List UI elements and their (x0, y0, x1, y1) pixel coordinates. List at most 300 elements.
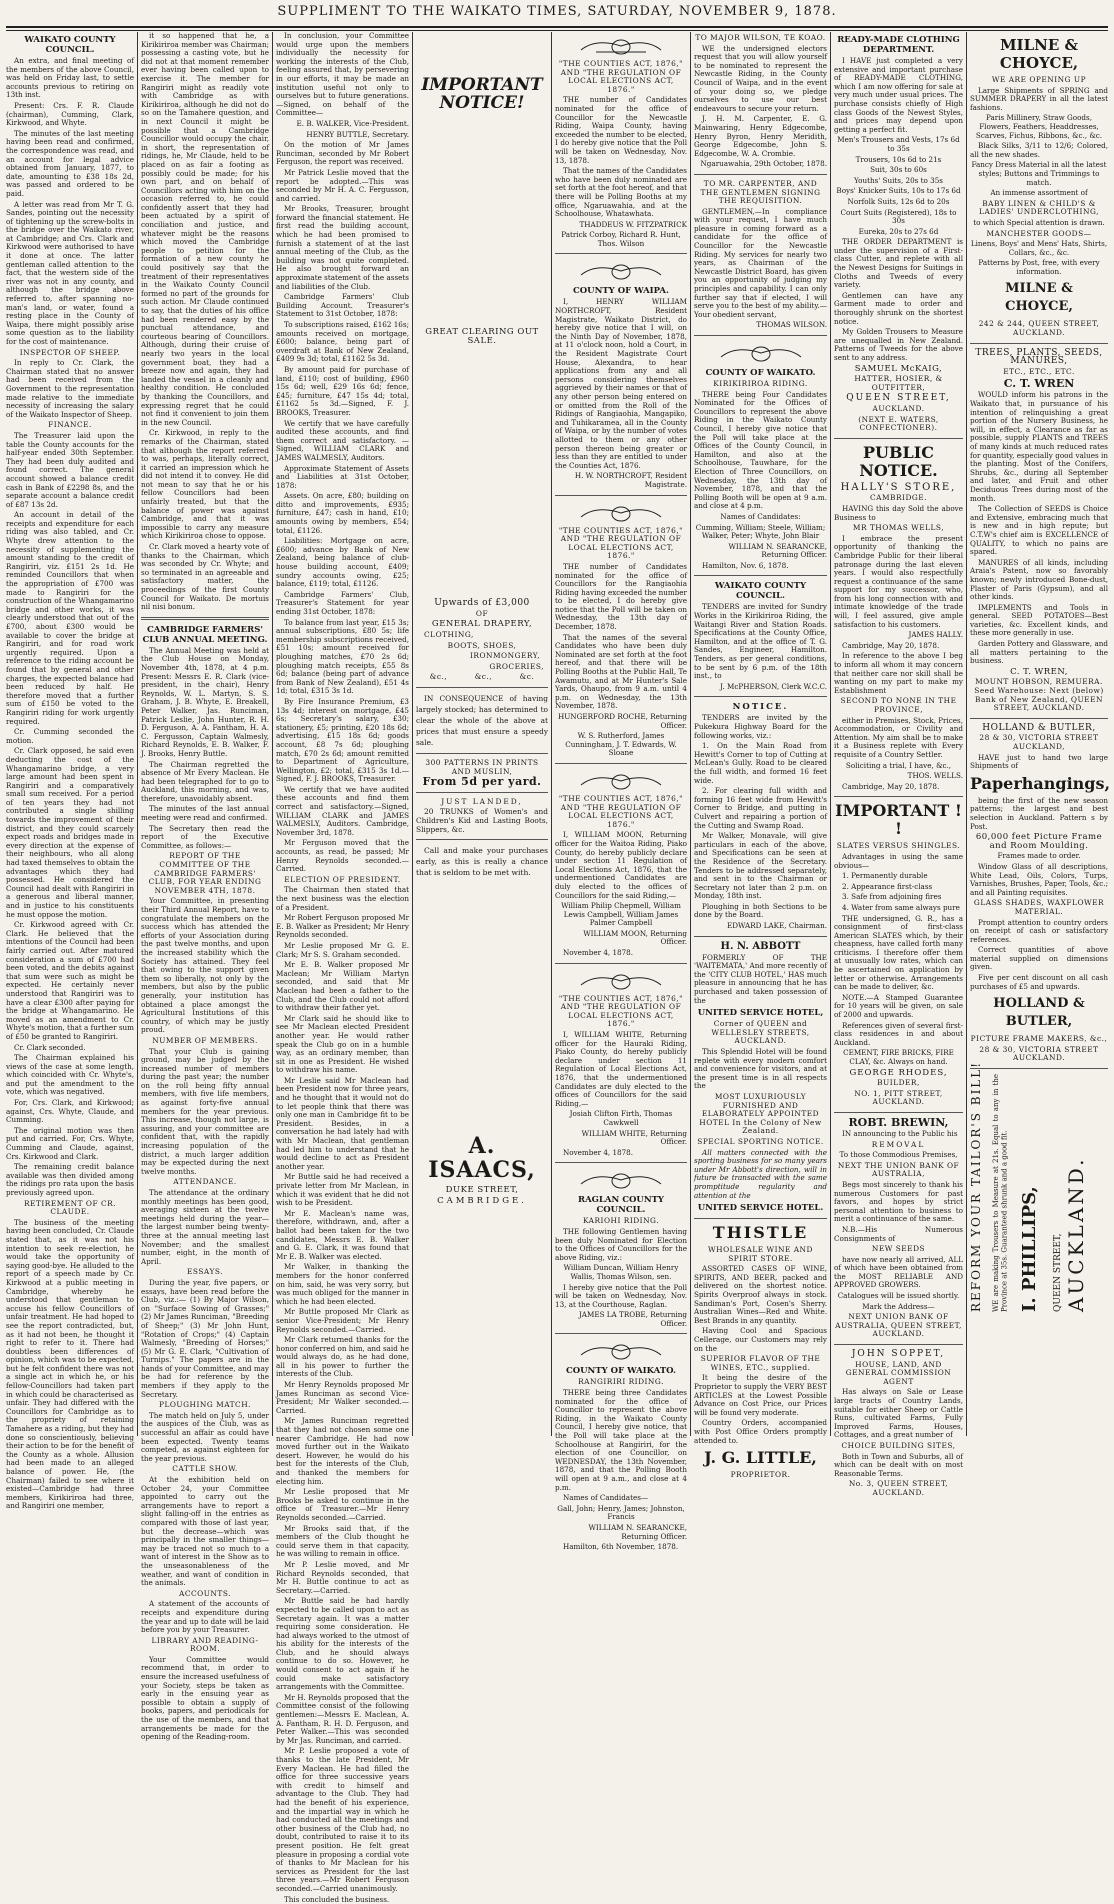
notice-date: November 4, 1878. (555, 1149, 687, 1158)
notice-signature: WILLIAM N. SEARANCKE, Returning Officer. (694, 543, 827, 560)
divider (416, 839, 548, 840)
divider (694, 174, 827, 175)
stock-value: Upwards of £3,000 (416, 599, 548, 608)
candidate-label: Names of Candidates— (555, 1494, 687, 1503)
notice-body: TENDERS are invited by the Pukekura Highway Board for the following works, viz.: (694, 714, 827, 740)
subheading: ACCOUNTS. (141, 1590, 269, 1599)
etc-label: &c. (520, 673, 535, 682)
notice-body: That the names of the several Candidates who have been duly Nominated are set forth at the foot hereof, and that there will be Polling Booths at the Public Hall, Te Awamutu, and at Mr Hunter's Sale Yards, Ohaupo, from 9 a.m. until 4 p.m. on Wednesday, the 13th November, 1878. (555, 634, 687, 711)
column-rule (830, 32, 831, 1436)
notice-subtitle: KARIOHI RIDING. (555, 1217, 687, 1226)
advert-title: THISTLE (694, 1224, 827, 1242)
price-line: Trousers, 10s 6d to 21s (834, 156, 963, 165)
advert-date: Cambridge, May 20, 1878. (834, 783, 963, 792)
price-line: Men's Trousers and Vests, 17s 6d to 35s (834, 136, 963, 153)
advert-body: THE ORDER DEPARTMENT is under the supervision of a First-class Cutter, and replete with all the Newest Designs for Suitings in Cloths and Tweeds of every variety. (834, 238, 963, 290)
notice-signature: J. McPHERSON, Clerk W.C.C. (694, 683, 827, 692)
paragraph: At the exhibition held on October 24, your Committee appointed to carry out the arrangements have to report a slight falling-off in the entries as compared with those of last year, but the decrease—which was principally in the smaller things—may be traced not so much to a want of interest in the Show as to the unseasonableness of the weather, and want of condition in the animals. (141, 1476, 269, 1588)
advert-subtitle: SLATES VERSUS SHINGLES. (834, 842, 963, 851)
merchant-role: BUILDER, (834, 1079, 963, 1088)
sporting-heading: SPECIAL SPORTING NOTICE. (694, 1138, 827, 1147)
advert-body: have now nearly all arrived, ALL of which have been obtained from the MOST RELIABLE AND APPROVED GROWERS. (834, 1256, 963, 1290)
notice-title: TO MR. CARPENTER, AND THE GENTLEMEN SIGNING THE REQUISITION. (694, 180, 827, 206)
paragraph: The match held on July 5, under the auspices of the Club, was as successful an affair as could have been expected. Twenty teams competed, as against eighteen for the year previous. (141, 1412, 269, 1464)
column-rule (966, 32, 967, 1436)
subheading: LIBRARY AND READING-ROOM. (141, 1637, 269, 1654)
divider (694, 1218, 827, 1219)
paragraph: Mr H. Reynolds proposed that the Committee consist of the following gentlemen:—Messrs E. Maclean, A. A. Fantham, R. H. D. Ferguson, and Peter Walker.—This was seconded by Mr Jas. Runciman, and carried. (276, 1694, 409, 1746)
divider (555, 253, 687, 254)
notice-signature: JAMES LA TROBE, Returning Officer. (555, 1311, 687, 1328)
merchant-name: GEORGE RHODES, (834, 1069, 963, 1078)
subheading: FINANCE. (6, 421, 134, 430)
important-notice-heading: IMPORTANT NOTICE! (416, 76, 548, 112)
notice-title: "THE COUNTIES ACT, 1876," AND "THE REGULATION OF LOCAL ELECTIONS ACT, 1876." (555, 527, 687, 561)
divider (555, 763, 687, 764)
advert-body: I HAVE just completed a very extensive and important purchase of READY-MADE CLOTHING, which I am now offering for sale at very much under usual prices. The purchase consists chiefly of High class Goods of the Newest Styles, and prices may depend upon getting a perfect fit. (834, 57, 963, 134)
notice-subtitle: KIRIKIRIROA RIDING. (694, 380, 827, 389)
vertical-advert-city: AUCKLAND. (1072, 1074, 1081, 1312)
candidate-names: Gall, John; Henry, James; Johnston, Francis (555, 1505, 687, 1522)
advert-body: This Splendid Hotel will be found replete with every modern comfort and convenience for visitors, and at the present time is in all respects the (694, 1048, 827, 1091)
paragraph: Cr. Clark seconded. (6, 1044, 134, 1053)
advert-body: Paris Millinery, Straw Goods, Flowers, Feathers, Headdresses, Scarves, Fichus, Ribbons, &c., &c. (970, 114, 1108, 140)
column-3 (276, 32, 409, 1436)
paragraph: The Chairman explained his views of the case at some length, which coincided with Cr. Whyte's, and put the amendment to the vote, which was negatived. (6, 1054, 134, 1097)
advert-title: IMPORTANT ! ! (834, 802, 963, 838)
store-name: HALLY'S STORE, (834, 484, 963, 493)
paragraph: Mr Clark returned thanks for the honor conferred on him, and said he would always do, as he had done, all in his power to further the interests of the Club. (276, 1336, 409, 1379)
advert-body: Correct quantities of above material supplied on dimensions given. (970, 946, 1108, 972)
column-rule (137, 32, 138, 1436)
advert-body: Fancy Dress Material in all the latest styles; Buttons and Trimmings to match. (970, 161, 1108, 187)
advert-highlight: BABY LINEN & CHILD'S & LADIES' UNDERCLOTHING, (970, 200, 1108, 217)
notice-signature: WILLIAM WHITE, Returning Officer. (555, 1130, 687, 1147)
stock-line: IRONMONGERY, (416, 652, 548, 661)
notice-date: Hamilton, 6th November, 1878. (555, 1543, 687, 1552)
hotel-name: UNITED SERVICE HOTEL. (694, 1203, 827, 1213)
divider (834, 438, 963, 439)
paragraph: This concluded the business. (276, 1896, 409, 1904)
notice-title: NOTICE. (694, 702, 827, 712)
notice-body: GENTLEMEN,—In compliance with your request, I have much pleasure in coming forward as a candidate for the office of Councillor for the Newcastle Riding. My services for nearly two years, as Chairman of the Newcastle District Board, has given you an opportunity of judging my principles and capability. I can only further say that if elected, I will serve you to the best of my ability.—Your obedient servant, (694, 208, 827, 320)
paragraph: To subscriptions raised, £162 16s; amounts received on mortgage, £600; balance, being part of overdraft at Bank of New Zealand, £409 9s 3d; total, £1162 5s 3d. (276, 321, 409, 364)
advert-body: Advantages in using the same obvious— (834, 853, 963, 870)
advert-body: Has always on Sale or Lease large tracts of Country Lands, suitable for either Sheep or Cattle Runs, cultivated Farms, Fully Improved Farms, Houses, Cottages, and a great number of (834, 1388, 963, 1440)
subheading: INSPECTOR OF SHEEP. (6, 349, 134, 358)
paragraph: On the motion of Mr James Runciman, seconded by Mr Robert Ferguson, the report was received. (276, 141, 409, 167)
notice-body: THERE being Four Candidates Nominated for the Offices of Councillors to represent the above Riding in the Waikato County Council, I hereby give notice that the Poll will take place at the Offices of the County Council, in Hamilton, and also at the Schoolhouse, Tauwhare, for the Election of Three Councillors, on Wednesday, the 13th day of November, 1878, and that the Polling Booth will be open at 9 a.m. and close at 4 p.m. (694, 391, 827, 511)
advert-body: Begs most sincerely to thank his numerous Customers for past favors, and hopes by strict personal attention to business to merit a continuance of the same. (834, 1181, 963, 1224)
notice-signature: H. W. NORTHCROFT, Resident Magistrate. (555, 472, 687, 489)
paragraph: An account in detail of the receipts and expenditure for each riding was also tabled, and Cr. Whyte drew attention to the necessity of supplementing the amount standing to the credit of Rangiriri, viz. £151 2s 1d. He reminded Councillors that when the appropriation of £700 was made to Rangiriri for the construction of the Whangamarino bridge and other works, it was clearly understood that out of the £700, about £300 would be available to cover the bridge at Rangiriri, and for road work urgently required. Upon a reference to the riding account be found that by general and other charges, the expected balance had been reduced by half. He therefore moved that a further sum of £150 be voted to the Rangiriri riding for work urgently required. (6, 511, 134, 726)
notice-body: THERE being three Candidates nominated for the office of Councillor to represent the above Riding, in the Waikato County Council, I hereby give notice, that the Poll will take place at the Schoolhouse at Rangiriri, for the election of one Councillor, on WEDNESDAY, the 13th November, 1878, and that the Polling Booth will open at 9 a.m., and close at 4 p.m. (555, 1389, 687, 1492)
paragraph: Mr Leslie said Mr Maclean had been President now for three years, and he thought that it would not do to let people think that there was only one man in Cambridge fit to be President. Besides, in a conversation he had lately had with with Mr Maclean, that gentleman had led him to understand that he would decline to act as President another year. (276, 1077, 409, 1172)
merchant-role: PICTURE FRAME MAKERS, &c., (970, 1035, 1108, 1044)
advert-body: Black Silks, 3/11 to 12/6; Colored, all the new shades. (970, 142, 1108, 159)
subheading: PLOUGHING MATCH. (141, 1401, 269, 1410)
notice-signature: HUNGERFORD ROCHE, Returning Officer. (555, 713, 687, 730)
subheading: ESSAYS. (141, 1268, 269, 1277)
divider (555, 1162, 687, 1163)
paragraph: We certify that we have carefully audited these accounts, and find them correct and satisfactory. — Signed, WILLIAM CLARK and JAMES WALMESLY, Auditors. (276, 420, 409, 463)
crest-icon (576, 769, 666, 793)
notice-item: 1. On the Main Road from Hewitt's Corner to top of Cutting at McLean's Gully. Road to be cleared the full width, and formed 16 feet wide. (694, 742, 827, 785)
price-line: Youths' Suits, 20s to 35s (834, 177, 963, 186)
merchant-address: 28 & 30, VICTORIA STREET AUCKLAND, (970, 734, 1108, 751)
merchant-city: AUCKLAND. (834, 405, 963, 414)
paragraph: We certify that we have audited these accounts and find them correct and satisfactory.—Signed, WILLIAM CLARK and JAMES WALMESLY, Auditors. Cambridge, November 3rd, 1878. (276, 786, 409, 838)
merchant-street: DUKE STREET, (416, 1186, 548, 1195)
divider (694, 575, 827, 576)
notice-signature: THOMAS WILSON. (694, 321, 827, 330)
paragraph: Mr P. Leslie proposed a vote of thanks to the late President, Mr Every Maclean. He had filled the office for three successive years with credit to himself and advantage to the Club. They had had the benefit of his experience, and the impartial way in which he had conducted all the meetings and other business of the Club had, no doubt, contributed to raise it to its present position. He felt great pleasure in proposing a cordial vote of thanks to Mr Maclean for his services as President for the last three years.—Mr Robert Ferguson seconded.—Carried unanimously. (276, 1747, 409, 1893)
merchant-street: QUEEN STREET, (834, 394, 963, 403)
merchant-name: HOLLAND & BUTLER, (970, 995, 1108, 1031)
paragraph: Liabilities: Mortgage on acre, £600; advance by Bank of New Zealand, being balance of club-house building account, £409; sundry accounts owing, £25; balance, £119; total, £1126. (276, 537, 409, 589)
divider (416, 687, 548, 688)
divider (970, 343, 1108, 344)
advert-body: either in Premises, Stock, Prices, Accommodation, or Civility and Attention. My aim shall be to make it a Business replete with Every requisite of a Country Settler. (834, 717, 963, 760)
paragraph: In conclusion, your Committee would urge upon the members individually the necessity for working the interests of the Club, feeling assured that, by persevering in our efforts, it may be made an institution useful not only to ourselves but to future generations.—Signed, on behalf of the Committee— (276, 32, 409, 118)
advert-highlight: 60,000 feet Picture Frame and Room Moulding. (970, 833, 1108, 850)
paragraph: The Chairman then stated that the next business was the election of a President. (276, 886, 409, 912)
stock-line: BOOTS, SHOES, (416, 642, 548, 651)
paragraph: Your Committee would recommend that, in order to ensure the increased usefulness of your Society, steps be taken as early in the ensuing year as possible to obtain a supply of books, papers, and periodicals for the use of the members, and that arrangements be made for the opening of the Reading-room. (141, 1656, 269, 1742)
paragraph: Mr E. Maclean's name was, therefore, withdrawn, and, after a ballot had been taken for the two candidates, Messrs E. B. Walker and G. E. Clark, it was found that Mr E. B. Walker was elected. (276, 1210, 409, 1262)
notice-item: Mr Walker, Monavale, will give particulars in each of the above, and Specifications can be seen at the Residence of the Secretary. Tenders to be addressed separately, and sent in to the Chairman or Secretary not later than 2 p.m. on Monday, 18th inst. (694, 832, 827, 901)
advert-body: The Collection of SEEDS is Choice and Extensive, embracing much that is new and in high repute; but C.T.W's chief aim is EXCELLENCE of QUALITY, to which no pains are spared. (970, 505, 1108, 557)
merchant-name: C. T. WREN, (970, 668, 1108, 677)
vertical-advert-body: WE are making Trousers to Measure at 21s. Equal to any in the Province at 35s. Guaranteed shrunk and a good fit. (992, 1074, 1022, 1312)
paragraph: The minutes of the last annual meeting were read and confirmed. (141, 805, 269, 822)
notice-title: "THE COUNTIES ACT, 1876," AND "THE REGULATION OF LOCAL ELECTIONS ACT, 1876." (555, 795, 687, 829)
advert-body: IN CONSEQUENCE of having largely stocked; has determined to clear the whole of the above at prices that must ensure a speedy sale. (416, 693, 548, 748)
advert-title: PUBLIC NOTICE. (834, 444, 963, 480)
candidate-names: Patrick Corboy, Richard R. Hunt, Thos. Wilson (555, 231, 687, 248)
advert-highlight: SECOND TO NONE IN THE PROVINCE, (834, 697, 963, 714)
paragraph: Mr Brooks said that, if the members of the Club thought he could serve them in that capacity, he was willing to remain in office. (276, 1525, 409, 1559)
candidate-names: William Philip Chepmell, William Lewis Campbell, William James Palmer Campbell (555, 902, 687, 928)
price-line: Boys' Knicker Suits, 10s to 17s 6d (834, 187, 963, 196)
patterns-line: 300 PATTERNS IN PRINTS AND MUSLIN, (416, 759, 548, 776)
advert-body: All matters connected with the sporting business for so many years under Mr Abbott's direction, will in future be transacted with the same promptitude regularity and attention at the (694, 1149, 827, 1201)
advert-highlight: Paperhangings, (970, 775, 1108, 793)
notice-body: That the names of the Candidates who have been duly nominated are set forth at the foot hereof, and that there will be Polling Booths at my office, Ngaruawahia, and at the Schoolhouse, Whatawhata. (555, 167, 687, 219)
advert-body: Both in Town and Suburbs, all of which can be dealt with on most Reasonable Terms. (834, 1453, 963, 1479)
candidate-names: Josiah Clifton Firth, Thomas Cawkwell (555, 1110, 687, 1127)
subheading: NUMBER OF MEMBERS. (141, 1037, 269, 1046)
advert-signature: THOS. WELLS. (834, 772, 963, 781)
crest-icon (576, 969, 666, 993)
notice-body: THE number of Candidates nominated for the office of Councillors for the Rangiaohia Riding having exceeded the number to be elected, I do hereby give notice that the Poll will be taken on Wednesday, the 13th day of December, 1878. (555, 563, 687, 632)
advert-body: FORMERLY OF THE 'WAITEMATA,' And more recently of the 'CITY CLUB HOTEL,' HAS much pleasure in announcing that he has purchased and taken possession of the (694, 954, 827, 1006)
notice-title: COUNTY OF WAIKATO. (555, 1366, 687, 1376)
merchant-name: SAMUEL McKAIG, (834, 365, 963, 374)
hotel-highlight: MOST LUXURIOUSLY FURNISHED AND ELABORATELY APPOINTED HOTEL In the Colony of New Zealand. (694, 1093, 827, 1136)
hotel-name: UNITED SERVICE HOTEL, (694, 1008, 827, 1018)
price-line: From 5d per yard. (416, 778, 548, 787)
clearing-sale-heading: GREAT CLEARING OUT SALE. (416, 328, 548, 345)
just-landed: JUST LANDED, (416, 798, 548, 807)
paragraph: A statement of the accounts of receipts and expenditure during the year and up to date will be laid before you by your Treasurer. (141, 1600, 269, 1634)
proprietor-name: J. G. LITTLE, (694, 1449, 827, 1467)
paragraph: That your Club is gaining ground, may be judged by the increased number of members during the past year; the number on the roll being fifty annual members, with five life members, as against forty-five annual members for the year previous. This increase, though not large, is assuring, and your committee are confident that, with the rapidly increasing population of the district, a much larger addition may be expected during the next twelve months. (141, 1048, 269, 1177)
advert-body: Having Cool and Spacious Cellerage, our Customers may rely on the (694, 1327, 827, 1353)
merchant-town: CAMBRIDGE. (416, 1197, 548, 1206)
column-rule (551, 32, 552, 1436)
advert-item: 1. Permanently durable (834, 872, 963, 881)
merchant-name: A. ISAACS, (416, 1134, 548, 1182)
notice-signature: THADDEUS W. FITZPATRICK (555, 221, 687, 230)
paragraph: Mr Buttle said he had received a private letter from Mr Maclean, in which it was evident that he did not wish to be President. (276, 1173, 409, 1207)
paragraph: Cr. Clark opposed, he said even deducting the cost of the Whangamarino bridge, a very large amount had been spent in Rangiriri and a comparatively small sum received. For a period of ten years they had not contributed a single shilling towards the improvement of their district, and they could scarcely expect roads and bridges made in every direction at the expense of their neighbours, who all along had taxed themselves to obtain the advantages which they had possessed. He considered the Council had dealt with Rangiriri in a generous and liberal manner, and in justice to his constituents he must oppose the motion. (6, 747, 134, 919)
advert-item: 4. Water from same always pure (834, 904, 963, 913)
divider (834, 1112, 963, 1113)
vertical-advert-title: REFORM YOUR TAILOR'S BILL! (972, 1074, 981, 1312)
advert-body: Five per cent discount on all cash purchases of £5 and upwards. (970, 974, 1108, 991)
notice-body: THE number of Candidates nominated for the office of Councillor for the Newcastle Riding, Waipa County, having exceeded the number to be elected, I do hereby give notice that the Poll will be taken on Wednesday, Nov. 13, 1878. (555, 96, 687, 165)
crest-icon (576, 501, 666, 525)
divider (834, 796, 963, 797)
advert-body: ASSORTED CASES OF WINE, SPIRITS, AND BEER, packed and delivered on the shortest notice. Spirits Overproof always in stock. Sandiman's Port, Cosen's Sherry. Australian Wines—Red and White. Best Brands in any quantity. (694, 1265, 827, 1325)
divider (694, 335, 827, 336)
paragraph: The attendance at the ordinary monthly meetings has been good, averaging sixteen at the twelve meetings held during the year—the largest number being twenty-three at the annual meeting last November; and the smallest number, eight, in the month of April. (141, 1189, 269, 1266)
notice-title: COUNTY OF WAIKATO. (694, 368, 827, 378)
advert-body: to which Special attention is drawn. (970, 219, 1108, 228)
paragraph: Mr Henry Reynolds proposed Mr James Runciman as second Vice-President; Mr Walker seconded.—Carried. (276, 1381, 409, 1415)
paragraph: Mr Leslie proposed that Mr Brooks be asked to continue in the office of Treasurer.—Mr Henry Reynolds seconded.—Carried. (276, 1488, 409, 1522)
vertical-advert-name: I. PHILLIPS, (1026, 1074, 1035, 1312)
notice-date: November 4, 1878. (555, 949, 687, 958)
divider (555, 1333, 687, 1334)
notice-item: 2. For clearing full width and forming 16 feet wide from Hewitt's Corner to Bridge, and putting in Culvert and repairing a portion of the Cutting and Swamp Road. (694, 787, 827, 830)
column-rule (690, 32, 691, 1436)
paragraph: The Secretary then read the report of the Executive Committee, as follows:— (141, 825, 269, 851)
advert-body: IN announcing to the Public his (834, 1130, 963, 1139)
merchant-address: 242 & 244, QUEEN STREET, AUCKLAND. (970, 320, 1108, 337)
article-heading: WAIKATO COUNTY COUNCIL. (6, 35, 134, 55)
advert-body: It being the desire of the Proprietor to supply the VERY BEST ARTICLES at the Lowest Possible Advance on Cost Price, our Prices will be found very moderate. (694, 1374, 827, 1417)
merchant-name: MILNE & CHOYCE, (970, 280, 1108, 316)
column-8 (970, 32, 1108, 1436)
paragraph: An extra, and final meeting of the members of the above Council, was held on Friday last, to settle accounts previous to retiring on 13th inst. (6, 57, 134, 100)
advert-body: Linens, Boys' and Mens' Hats, Shirts, Collars, &c., &c. (970, 240, 1108, 257)
advert-subtitle: WE ARE OPENING UP (970, 76, 1108, 85)
paragraph: For, Crs. Clark, and Kirkwood; against, Crs. Whyte, Claude, and Cumming. (6, 1099, 134, 1125)
paragraph: The Treasurer laid upon the table the County accounts for the half-year ended 30th September. They had been duly audited and found correct. The general account showed a balance credit cash in Bank of £2298 8s, and the separate account a balance credit of £87 13s 2d. (6, 432, 134, 509)
advert-address: NEXT THE UNION BANK OF AUSTRALIA, (834, 1162, 963, 1179)
advert-subtitle: WHOLESALE WINE AND SPIRIT STORE. (694, 1246, 827, 1263)
column-rule (272, 32, 273, 1436)
divider (834, 1344, 963, 1345)
paragraph: Mr Ferguson moved that the accounts, as read, be passed; Mr Henry Reynolds seconded.—Carried. (276, 839, 409, 873)
advert-highlight: NEW SEEDS (834, 1245, 963, 1254)
store-town: CAMBRIDGE. (834, 494, 963, 503)
agent-trade: HOUSE, LAND, AND GENERAL COMMISSION AGENT (834, 1361, 963, 1387)
agent-name: JOHN SOPPET, (834, 1350, 963, 1359)
candidate-label: Names of Candidates: (694, 513, 827, 522)
notice-title: "THE COUNTIES ACT, 1876," AND "THE REGULATION OF LOCAL ELECTIONS ACT, 1876." (555, 60, 687, 94)
divider (416, 792, 548, 793)
paragraph: Mr Brooks, Treasurer, brought forward the financial statement. He first read the building account, which he had been promised to furnish a statement of at the last annual meeting of the Club, as the building was not quite completed. He also brought forward an approximate statement of the assets and liabilities of the Club. (276, 205, 409, 291)
paragraph: Present: Crs. F. R. Claude (chairman), Cumming, Clark, Kirkwood, and Whyte. (6, 102, 134, 128)
notice-title: RAGLAN COUNTY COUNCIL. (555, 1195, 687, 1215)
advert-body: Catalogues will be issued shortly. (834, 1292, 963, 1301)
paragraph: By Fire Insurance Premium, £3 13s 4d; interest on mortgage, £45 6s; Secretary's salary, £30; stationery, £5; printing, £20 18s 6d; advertising, £15 18s 6d; goods account, £8 7s 6d; ploughing match, £70 2s 6d; amount remitted to Department of Agriculture, Wellington, £2; total, £315 3s 1d.—Signed, F. J. BROOKS, Treasurer. (276, 698, 409, 784)
stock-line: GENERAL DRAPERY, (416, 620, 548, 629)
notice-names: J. H. M. Carpenter, E. G. Mainwaring, Henry Edgecombe, Henry Byron, Henry Meridith, George Edgecombe, John S. Edgecombe, W. A. Crombie. (694, 115, 827, 158)
column-rule (412, 32, 413, 1436)
paragraph: Mr E. B. Walker proposed Mr Maclean; Mr William Martyn seconded, and said that Mr Maclean had been a father to the Club, and the Club could not afford to withdraw their father yet. (276, 961, 409, 1013)
crest-icon (716, 341, 806, 365)
merchant-address: MOUNT HOBSON, REMUERA. Seed Warehouse: Next (below) Bank of New Zealand, QUEEN STREET, AUCKLAND. (970, 678, 1108, 712)
paragraph: The minutes of the last meeting having been read and confirmed, the correspondence was read, and an account for legal advice obtained from January, 1877, to date, amounting to £38 18s 2d, was passed and ordered to be paid. (6, 130, 134, 199)
paragraph: By amount paid for purchase of land, £110; cost of building, £960 15s 6d; well, £29 16s 6d; fence, £45; furniture, £47 15s 4d; total, £1162 5s 3d.—Signed, F. J. BROOKS, Treasurer. (276, 366, 409, 418)
advert-body: being the first of the new season patterns; the largest and best selection in Auckland. Pattern s by Post. (970, 797, 1108, 831)
crest-icon (576, 1339, 666, 1363)
advert-body: Country Orders, accompanied with Post Office Orders promptly attended to. (694, 1419, 827, 1445)
paragraph: Mr James Runciman regretted that they had not chosen some one nearer Cambridge. He had now moved further out in the Waikato desert. However, he would do his best for the interests of the Club, and thanked the members for electing him. (276, 1417, 409, 1486)
paragraph: During the year, five papers, or essays, have been read before the Club, viz.:— (1) By Major Wilson, on "Surface Sowing of Grasses;" (2) Mr James Runciman, "Breeding of Sheep;" (3) Mr John Hunt, "Rotation of Crops;" (4) Captain Walmesly, "Breeding of Horses;" (5) Mr G. E. Clark, "Cultivation of Turnips." The papers are in the hands of your Committee, and may be had for reference by the members if they apply to the Secretary. (141, 1279, 269, 1399)
notice-date: Hamilton, Nov. 6, 1878. (694, 562, 827, 571)
paragraph: Cambridge Farmers' Club Building Account. Treasurer's Statement to 31st October, 1878: (276, 293, 409, 319)
masthead: SUPPLIMENT TO THE WAIKATO TIMES, SATURDAY, NOVEMBER 9, 1878. (0, 4, 1114, 19)
advert-body: Frames made to order. (970, 852, 1108, 861)
column-1 (6, 32, 134, 1436)
advert-body: Patterns by Post, free, with every information. (970, 259, 1108, 276)
advert-body: Large Shipments of SPRING and SUMMER DRAPERY in all the latest fashions. (970, 87, 1108, 113)
notice-body: I, HENRY WILLIAM NORTHCROFT, Resident Magistrate, Waikato District, do hereby give notice that I will, on the Ninth Day of November, 1878, at 11 o'clock noon, hold a Court, in the Resident Magistrate Court House, Alexandra, to hear applications from any and all persons considering themselves aggrieved by their names or that of any other person being entered on or omitted from the Roll of the Ridings of Rangiaohia, Mangapiko, and Tuhikaramea, all in the County of Waipa, or by the number of votes allotted to them or any other person thereon being greater or less than they are entitled to under the Counties Act, 1876. (555, 298, 687, 470)
notice-title: WAIKATO COUNTY COUNCIL. (694, 581, 827, 601)
divider (416, 753, 548, 754)
notice-title: "THE COUNTIES ACT, 1876," AND "THE REGULATION OF LOCAL ELECTIONS ACT, 1876." (555, 995, 687, 1029)
crest-icon (576, 259, 666, 283)
subheading: RETIREMENT OF CR. CLAUDE. (6, 1200, 134, 1217)
merchant-next: (NEXT E. WATERS, CONFECTIONER). (834, 416, 963, 433)
notice-signature: WILLIAM N. SEARANCKE, Returning Officer. (555, 1524, 687, 1541)
vertical-advert-street: QUEEN STREET, (1054, 1074, 1063, 1312)
divider (141, 617, 269, 620)
hotel-address: Corner of QUEEN and WELLESLEY STREETS, AUCKLAND. (694, 1020, 827, 1046)
notice-subtitle: RANGIRIRI RIDING. (555, 1378, 687, 1387)
advert-body: In reference to the above I beg to inform all whom it may concern that neither care nor skill shall be wanting on my part to make my Establishment (834, 652, 963, 695)
paragraph: Mr Robert Ferguson proposed Mr E. B. Walker as President; Mr Henry Reynolds seconded. (276, 914, 409, 940)
merchant-address: 28 & 30, VICTORIA STREET AUCKLAND. (970, 1046, 1108, 1063)
paragraph: In reply to Cr. Clark, the Chairman stated that no answer had been received from the Government to the representation made relative to the immediate necessity of increasing the salary of the Waikato Inspector of Sheep. (6, 359, 134, 419)
notice-body: WE the undersigned electors request that you will allow yourself to be nominated to represent the Newcastle Riding, in the County Council of Waipa, and in the event of your doing so, we pledge ourselves to use our best endeavours to secure your return. (694, 45, 827, 114)
price-line: Eureka, 20s to 27s 6d (834, 228, 963, 237)
paragraph: To balance from last year, £15 3s; annual subscriptions, £80 5s; life membership subscriptions received, £51 10s; amount received for ploughing matches, £70 2s 6d; ploughing match receipts, £55 8s 6d; balance (being part of advance from Bank of New Zealand), £51 4s 1d; total, £315 3s 1d. (276, 619, 409, 696)
advert-body: I embrace the present opportunity of thanking the Cambridge Public for their liberal patronage during the last eleven years. I would also respectfully request a continuance of the same support for my successor, who, from his long connection with and intimate knowledge of the trade will, I feel assured, give ample satisfaction to his customers. (834, 535, 963, 630)
advert-date: Cambridge, May 20, 1878. (834, 642, 963, 651)
candidate-names: W. S. Rutherford, James Cunningham, J. T. Edwards, W. Sloane (555, 732, 687, 758)
paragraph: it so happened that he, a Kirikiriroa member was Chairman; possessing a casting vote, but he did not at that moment remember ever having been called upon to exercise it. The member for Rangiriri might as readily vote with Cambridge as with Kirikiriroa, although he did not do so on the Tamahere question, and in next Council it might be possible that a Cambridge Councillor would occupy the chair, in short, the representation of ridings, he, Mr Claude, held to be placed on as fair a footing as possibly could be made; for his own part, and on behalf of Councillors acting with him on the occasion referred to, he could confidently assert that they had been actuated by a spirit of conciliation and justice, and whatever might be the reasons which moved the Cambridge people to petition for the formation of a new county he could positively say that the treatment of their representatives in the Waikato County Council formed no part of the grounds for such action. Mr Claude continued to say, that the duties of his office had been rendered easy by the punctual attendance, and courteous bearing of Councillors. Although, during their cruise of nearly two years in the local government boat, they had a breeze now and again, they had landed the vessel in a cleanly and healthy condition. He concluded by thanking the Councillors, and expressing regret that he could not find it convenient to join them in the new Council. (141, 32, 269, 427)
subheading: ATTENDANCE. (141, 1178, 269, 1187)
advert-body: NOTE.—A Stamped Guarantee for 10 years will be given, on sale of 2000 and upwards. (834, 994, 963, 1020)
paragraph: Cr. Kirkwood, in reply to the remarks of the Chairman, stated that although the report referred to was, perhaps, literally correct, it carried an impression which he did not intend it to convey. He did not mean to say that he or his fellow Councillors had been unfairly treated, but that the balance of power was against Cambridge, and that it was impossible to carry any measure which Kirikiriroa chose to oppose. (141, 429, 269, 541)
crest-icon (576, 34, 666, 58)
advert-item: 3. Safe from adjoining fires (834, 893, 963, 902)
paragraph: Mr Buttle proposed Mr Clark as senior Vice-President; Mr Henry Reynolds seconded.—Carried. (276, 1308, 409, 1334)
candidate-names: William Duncan, William Henry Wallis, Thomas Wilson, sen. (555, 1264, 687, 1281)
signature: HENRY BUTTLE, Secretary. (276, 131, 409, 140)
advert-body: Window Glass of all descriptions, White Lead, Oils, Colors, Turps, Varnishes, Brushes, Paper, Tools, &c.; and all Painting requisites. (970, 863, 1108, 897)
price-line: Suit, 30s to 60s (834, 166, 963, 175)
paragraph: Assets. On acre, £80; building on ditto and improvements, £935; furniture, £47; cash in hand, £10; amounts owing by members, £54; total, £1126. (276, 492, 409, 535)
paragraph: Cr. Cumming seconded the motion. (6, 728, 134, 745)
divider (970, 1068, 1108, 1069)
advert-highlight: REMOVAL (834, 1141, 963, 1150)
column-7 (834, 32, 963, 1436)
advert-body: MANURES of all kinds, including Araia's Patent, now so favorably known; newly introduced Bone-dust, Plaster of Paris (Gypsum), and all other kinds. (970, 559, 1108, 602)
paragraph: Cambridge Farmers' Club, Treasurer's Statement for year ending 31st October, 1878: (276, 591, 409, 617)
divider (970, 718, 1108, 719)
paragraph: Mr Walker, in thanking the members for the honor conferred on him, said, he was very sorry, but was much obliged for the manner in which he had been elected. (276, 1263, 409, 1306)
advert-highlight: SUPERIOR FLAVOR OF THE WINES, ETC., supplied. (694, 1355, 827, 1372)
notice-body: I, WILLIAM WHITE, Returning officer for the Hauraki Riding, Piako County, do hereby publicly declare under section 11 Regulation of Local Elections Act, 1876, that the undermentioned Candidates are duly elected to the offices of Councillors for the said Riding,— (555, 1031, 687, 1108)
merchant-name: HOLLAND & BUTLER, (970, 724, 1108, 733)
subheading: ELECTION OF PRESIDENT. (276, 876, 409, 885)
notice-body: TENDERS are invited for Sundry Works in the Kirikiriroa Riding, the Waitangi River and Station Roads. Specifications at the County Office, Hamilton, and at the office of T. G. Sandes, Engineer, Hamilton. Tenders, as per general conditions, to be sent by 6 p.m. of the 18th inst., to (694, 603, 827, 680)
advert-title: TREES, PLANTS, SEEDS, MANURES, (970, 349, 1108, 366)
advert-body: Mark the Address— (834, 1303, 963, 1312)
advert-title: READY-MADE CLOTHING DEPARTMENT. (834, 35, 963, 55)
column-2 (141, 32, 269, 1436)
etc-label: &c., (430, 673, 447, 682)
advert-title: MILNE & CHOYCE, (970, 36, 1108, 72)
advert-body: My Golden Trousers to Measure are unequalled in New Zealand. Patterns of Tweeds for the above sent to any address. (834, 328, 963, 362)
divider (694, 936, 827, 937)
advert-body: An immense assortment of (970, 189, 1108, 198)
etc-row (416, 673, 548, 682)
advert-item: 2. Appearance first-class (834, 883, 963, 892)
paragraph: A letter was read from Mr T. G. Sandes, pointing out the necessity of tightening up the screw-bolts in the bridge over the Waikato river, at Cambridge; and Crs. Clark and Kirkwood were authorised to have it done at once. The latter gentleman called attention to the fact, that the western side of the river was not in any county, and although the bridge above referred to, after spanning no-man's land, or water, found a resting place in the County of Waipa, there might possibly arise some question as to the liability for the cost of maintenance. (6, 201, 134, 347)
paragraph: Mr Clark said he should like to see Mr Maclean elected President another year. He would rather speak the Club go on in a humble way, as an ordinary member, than sit in one as President. He wished to withdraw his name. (276, 1015, 409, 1075)
advert-highlight: MANCHESTER GOODS— (970, 230, 1108, 239)
etc-label: &c., (475, 673, 492, 682)
notice-signature: WILLIAM MOON, Returning Officer. (555, 930, 687, 947)
advert-title: H. N. ABBOTT (694, 942, 827, 952)
paragraph: The Annual Meeting was held at the Club House on Monday, November 4th, 1878, at 4 p.m. Present: Messrs E. R. Clark (vice-president, in the chair), Henry Reynolds, W. L. Martyn, S. S. Graham, J. B. Whyte, E. Breakell, Peter Walker, Jas. Runciman, Patrick Leslie, John Hunter, R. H. D. Ferguson, A. A. Fantham, H. A. C. Fergusson, Captain Walmesly, Richard Reynolds, E. B. Walker, F. J. Brooks, Henry Buttle. (141, 647, 269, 759)
stock-line: CLOTHING, (416, 631, 548, 640)
advert-body: Garden Pottery and Glassware, and all matters pertaining to the business. (970, 640, 1108, 666)
advert-highlight: CHOICE BUILDING SITES, (834, 1442, 963, 1451)
notice-body: I, WILLIAM MOON, Returning officer for the Waitoa Riding, Piako County, do hereby publicly declare under section 11 Regulation of Local Elections Act, 1876, that the undermentioned Candidates are duly elected to the offices of Councillors for the said Riding,— (555, 831, 687, 900)
price-line: Court Suits (Registered), 18s to 30s (834, 209, 963, 226)
paragraph: Approximate Statement of Assets and Liabilities at 31st October, 1878: (276, 465, 409, 491)
advert-body: References given of several first-class residences in and about Auckland. (834, 1022, 963, 1048)
column-4-advert (416, 32, 548, 1436)
signature: E. B. WALKER, Vice-President. (276, 120, 409, 129)
advert-body: CEMENT, FIRE BRICKS, FIRE CLAY, &c. Always on hand. (834, 1049, 963, 1066)
of-label: OF (416, 610, 548, 619)
advert-body: Prompt attention to country orders on receipt of cash or satisfactory references. (970, 919, 1108, 945)
advert-body: WOULD inform his patrons in the Waikato that, in pursuance of his intention of relinquishing a great portion of the Nursery Business, he will, in effect, a Clearance as far as possible, supply PLANTS and TREES of many kinds at much reduced rates for quantity, especially good values in the planting. Most of the Conifers, Shrubs, &c., during all September and later, and Fruit and other Deciduous Trees during most of the month. (970, 391, 1108, 503)
article-heading: CAMBRIDGE FARMERS' CLUB ANNUAL MEETING. (141, 625, 269, 645)
advert-body: Gentlemen can have any Garment made to order and thoroughly shrunk on the shortest notice. (834, 292, 963, 326)
subheading: CATTLE SHOW. (141, 1465, 269, 1474)
buyer-name: MR THOMAS WELLS, (834, 524, 963, 533)
proprietor-role: PROPRIETOR. (694, 1471, 827, 1480)
divider (694, 696, 827, 697)
paragraph: The business of the meeting having been concluded, Cr. Claude stated that, as it was not his intention to seek re-election, he would take the opportunity of saying good-bye. He alluded to the report of a speech made by Cr. Kirkwood at a public meeting in Cambridge, whereby he understood that gentleman to accuse his fellow Councillors of unfair treatment. He had hoped to see the report contradicted, but, as it had not been, he thought it right to refer to it. There had doubtless been differences of opinion, which was to be expected, but he felt confident there was not a single act in which he, or his fellow-Councillors had taken part in which could be characterised as unfair. They had differed with the Councillors for Cambridge as to the propriety of retaining Tamahere as a riding, but they had done so conscientiously, believing their action to be for the benefit of the County as a whole. Allusion had been made to an alleged balance of power. He, (the Chairman) failed to see where it existed—Cambridge had three members, Kirikiriroa had three, and Rangiriri one member, (6, 1219, 134, 1511)
paragraph: Mr Leslie proposed Mr G. E. Clark; Mr S. S. Graham seconded. (276, 942, 409, 959)
report-heading: REPORT OF THE COMMITTEE OF THE CAMBRIDGE FARMERS' CLUB, FOR YEAR ENDING NOVEMBER 4TH, 1878. (141, 852, 269, 895)
advert-highlight: GLASS SHADES, WAXFLOWER MATERIAL. (970, 899, 1108, 916)
advert-title: ROBT. BREWIN, (834, 1118, 963, 1128)
price-line: Norfolk Suits, 12s 6d to 20s (834, 198, 963, 207)
